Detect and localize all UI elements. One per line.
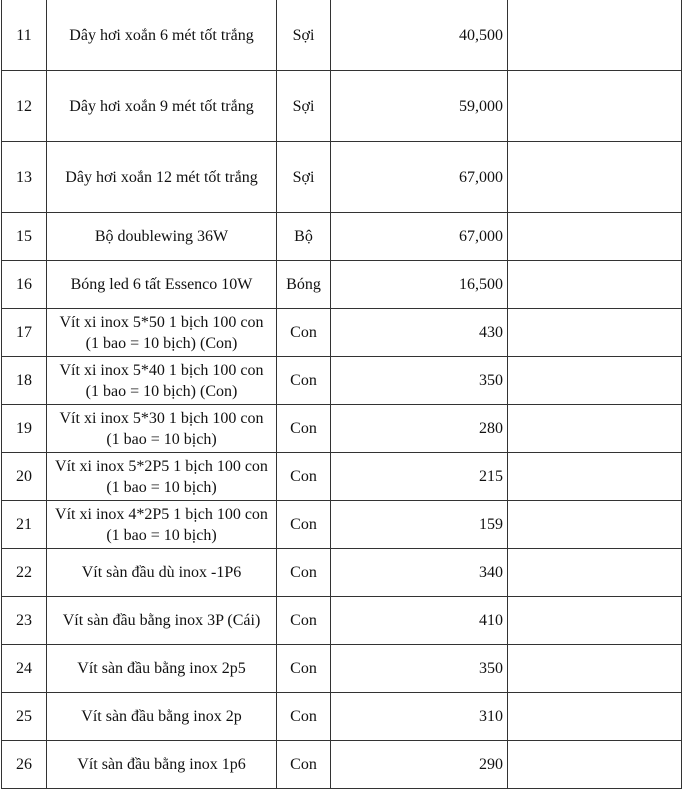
item-name: Vít sàn đầu dù inox -1P6 — [47, 549, 277, 597]
table-row — [2, 645, 682, 693]
item-note — [508, 549, 682, 597]
table-row — [2, 213, 682, 261]
item-note — [508, 213, 682, 261]
row-number: 12 — [2, 71, 47, 142]
item-name: Vít sàn đầu bằng inox 2p — [47, 693, 277, 741]
item-price: 280 — [331, 405, 508, 453]
item-price: 16,500 — [331, 261, 508, 309]
item-unit: Con — [277, 549, 331, 597]
item-note — [508, 71, 682, 142]
table-row — [2, 741, 682, 789]
item-unit: Con — [277, 645, 331, 693]
item-note — [508, 261, 682, 309]
item-unit: Con — [277, 309, 331, 357]
table-row — [2, 405, 682, 453]
item-name: Vít xi inox 4*2P5 1 bịch 100 con (1 bao = 10 bịch) — [47, 501, 277, 549]
table-row — [2, 357, 682, 405]
item-name: Vít sàn đầu bằng inox 1p6 — [47, 741, 277, 789]
item-unit: Sợi — [277, 0, 331, 71]
table-row — [2, 142, 682, 213]
item-unit: Con — [277, 453, 331, 501]
item-price: 59,000 — [331, 71, 508, 142]
row-number: 19 — [2, 405, 47, 453]
item-note — [508, 501, 682, 549]
row-number: 23 — [2, 597, 47, 645]
item-name: Vít xi inox 5*2P5 1 bịch 100 con (1 bao = 10 bịch) — [47, 453, 277, 501]
row-number: 22 — [2, 549, 47, 597]
item-name: Bóng led 6 tất Essenco 10W — [47, 261, 277, 309]
item-unit: Con — [277, 501, 331, 549]
item-price: 159 — [331, 501, 508, 549]
item-note — [508, 142, 682, 213]
item-unit: Bộ — [277, 213, 331, 261]
item-name: Vít xi inox 5*30 1 bịch 100 con (1 bao = 10 bịch) — [47, 405, 277, 453]
item-price: 40,500 — [331, 0, 508, 71]
table-row — [2, 71, 682, 142]
item-price: 290 — [331, 741, 508, 789]
item-note — [508, 597, 682, 645]
item-price: 350 — [331, 645, 508, 693]
item-price: 67,000 — [331, 213, 508, 261]
item-unit: Con — [277, 357, 331, 405]
item-note — [508, 405, 682, 453]
item-unit: Sợi — [277, 71, 331, 142]
item-price: 410 — [331, 597, 508, 645]
row-number: 17 — [2, 309, 47, 357]
table-row — [2, 549, 682, 597]
row-number: 21 — [2, 501, 47, 549]
row-number: 20 — [2, 453, 47, 501]
item-unit: Sợi — [277, 142, 331, 213]
item-note — [508, 741, 682, 789]
item-price: 310 — [331, 693, 508, 741]
item-note — [508, 693, 682, 741]
item-name: Vít sàn đầu bằng inox 3P (Cái) — [47, 597, 277, 645]
item-note — [508, 645, 682, 693]
row-number: 11 — [2, 0, 47, 71]
item-name: Dây hơi xoắn 6 mét tốt trắng — [47, 0, 277, 71]
item-price: 340 — [331, 549, 508, 597]
row-number: 15 — [2, 213, 47, 261]
item-name: Dây hơi xoắn 9 mét tốt trắng — [47, 71, 277, 142]
item-unit: Con — [277, 405, 331, 453]
item-unit: Con — [277, 693, 331, 741]
table-row — [2, 0, 682, 71]
item-unit: Bóng — [277, 261, 331, 309]
table-row — [2, 309, 682, 357]
item-unit: Con — [277, 741, 331, 789]
item-unit: Con — [277, 597, 331, 645]
item-name: Vít xi inox 5*40 1 bịch 100 con (1 bao = 10 bịch) (Con) — [47, 357, 277, 405]
table-row — [2, 453, 682, 501]
table-row — [2, 261, 682, 309]
row-number: 24 — [2, 645, 47, 693]
item-name: Bộ doublewing 36W — [47, 213, 277, 261]
item-note — [508, 0, 682, 71]
item-price: 350 — [331, 357, 508, 405]
table-row — [2, 597, 682, 645]
table-row — [2, 693, 682, 741]
row-number: 13 — [2, 142, 47, 213]
item-price: 430 — [331, 309, 508, 357]
item-name: Vít xi inox 5*50 1 bịch 100 con (1 bao = 10 bịch) (Con) — [47, 309, 277, 357]
price-table — [1, 0, 682, 789]
item-note — [508, 357, 682, 405]
item-note — [508, 453, 682, 501]
item-price: 215 — [331, 453, 508, 501]
row-number: 26 — [2, 741, 47, 789]
item-price: 67,000 — [331, 142, 508, 213]
row-number: 25 — [2, 693, 47, 741]
item-note — [508, 309, 682, 357]
row-number: 16 — [2, 261, 47, 309]
table-row — [2, 501, 682, 549]
item-name: Dây hơi xoắn 12 mét tốt trắng — [47, 142, 277, 213]
item-name: Vít sàn đầu bằng inox 2p5 — [47, 645, 277, 693]
row-number: 18 — [2, 357, 47, 405]
